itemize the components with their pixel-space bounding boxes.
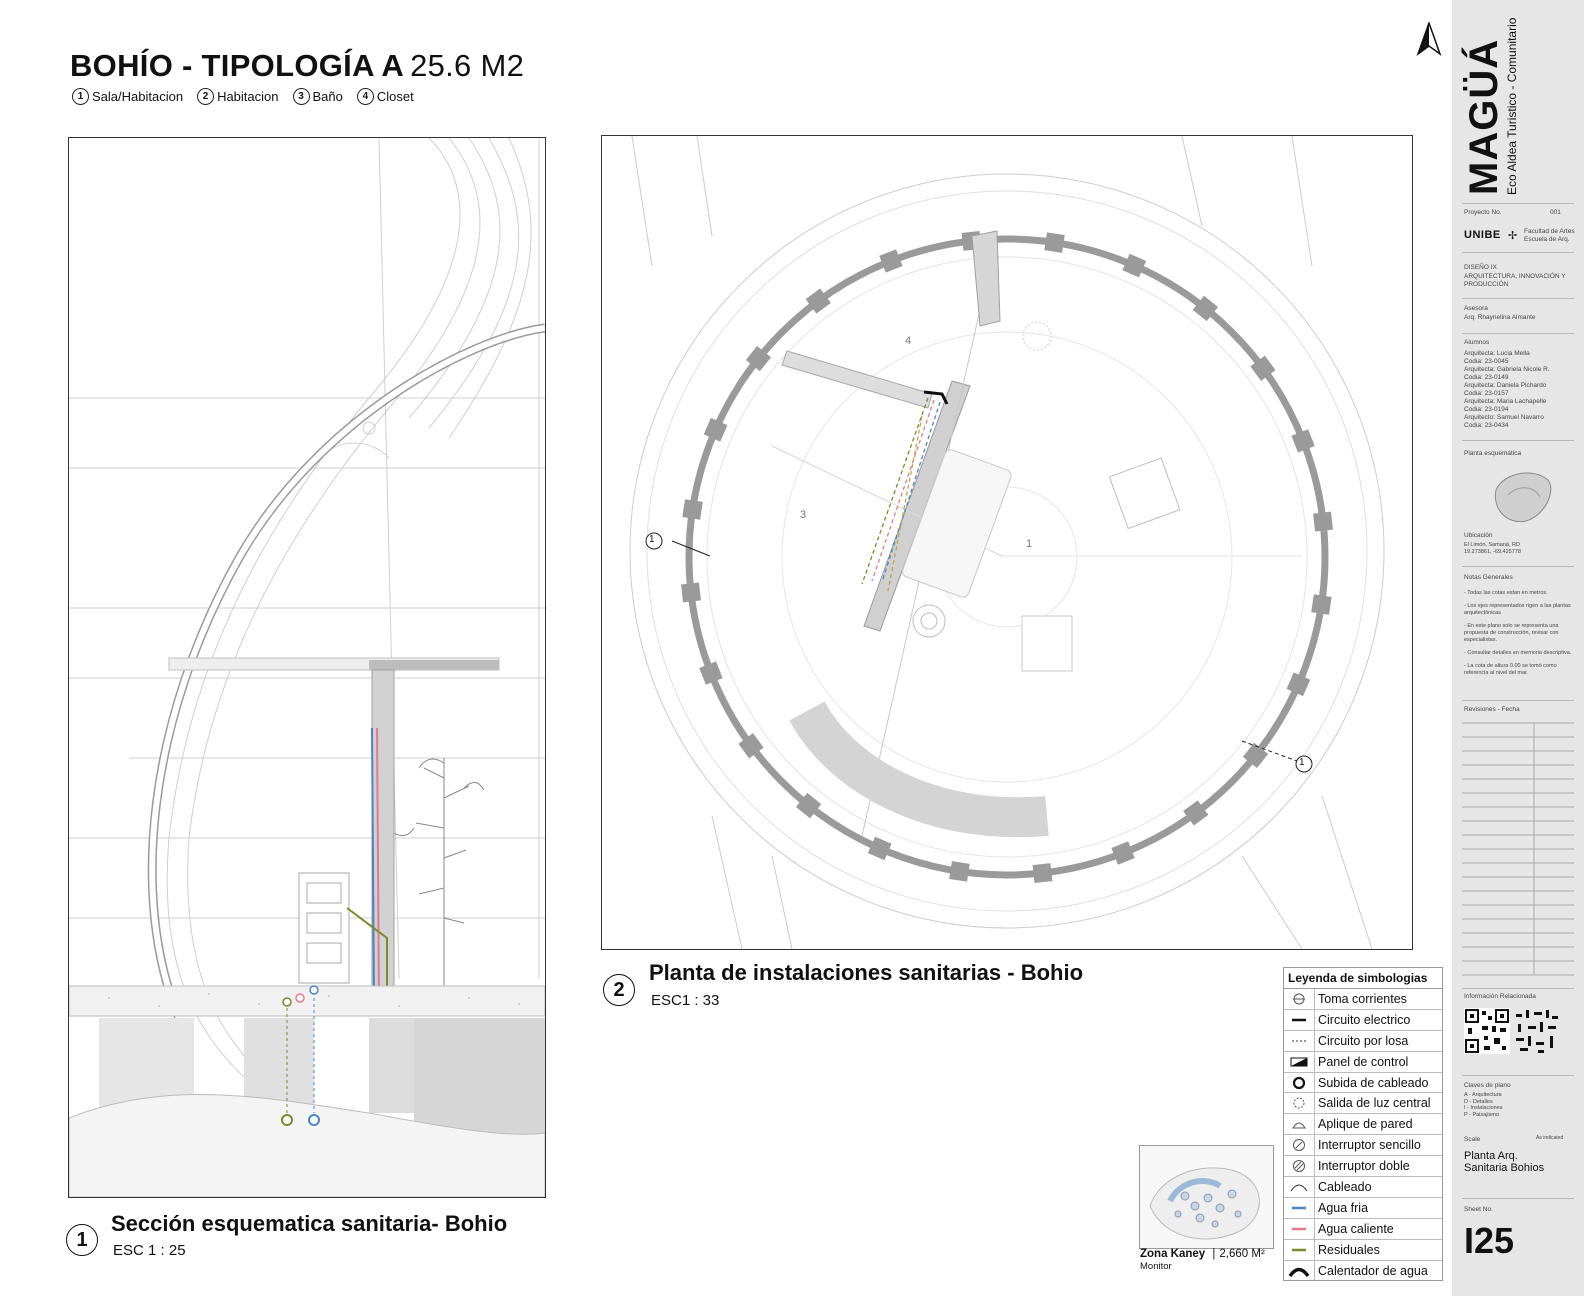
section-marker-label: 1 (649, 534, 655, 545)
student-line: Codia: 23-0194 (1464, 406, 1509, 413)
legend-item (1284, 1177, 1442, 1198)
sheet-number: I25 (1464, 1220, 1515, 1261)
outlet-icon (1284, 989, 1315, 1009)
student-line: Arquitecta: Daniela Pichardo (1464, 382, 1547, 389)
plan-column (949, 861, 969, 881)
section-drawing (69, 138, 545, 1197)
double-switch-icon (1284, 1156, 1315, 1176)
plan-column (704, 418, 728, 442)
north-arrow-icon (1416, 22, 1442, 56)
related-info-label: Información Relacionada (1464, 993, 1536, 1000)
students-list (1464, 350, 1550, 430)
wall-light-icon (1284, 1114, 1315, 1134)
legend-label: Panel de control (1318, 1054, 1409, 1069)
sheet-label: Sheet No. (1464, 1206, 1493, 1213)
legend-item (1284, 1219, 1442, 1240)
plan-column (1291, 429, 1314, 452)
legend-label: Subida de cableado (1318, 1075, 1429, 1090)
room-list (72, 88, 422, 105)
faculty-name: Facultad de Artes Escuela de Arq. (1524, 228, 1575, 243)
legend-item (1284, 1135, 1442, 1156)
key-plan-label: Planta esquemática (1464, 450, 1522, 457)
ceiling-light-icon (1284, 1093, 1315, 1113)
legend-item (1284, 1261, 1442, 1281)
plan-keys-list (1464, 1092, 1503, 1118)
key-plan-thumbnail (1488, 465, 1558, 527)
plan-view-title: Planta de instalaciones sanitarias - Bohio (649, 960, 1084, 985)
section-marker-label: 1 (1299, 757, 1305, 768)
note-item: - Todas las cotas estan en metros. (1464, 590, 1548, 596)
room-item (357, 88, 414, 105)
wiring-riser-icon (1284, 1073, 1315, 1093)
minimap-caption: Zona Kaney | 2,660 M² (1140, 1248, 1265, 1260)
legend-item (1284, 1114, 1442, 1135)
wiring-icon (1284, 1177, 1315, 1197)
slab-circuit-icon (1284, 1031, 1315, 1051)
legend-item (1284, 1093, 1442, 1114)
hot-water-line-icon (1284, 1219, 1315, 1239)
plan-column (699, 661, 722, 684)
plan-keys-label: Claves de plano (1464, 1082, 1511, 1089)
plan-column (1311, 594, 1331, 614)
plan-column (1122, 254, 1146, 278)
electric-circuit-icon (1284, 1010, 1315, 1030)
room-number: 4 (357, 88, 374, 105)
advisor-name: Arq. Rhaynelina Almante (1464, 314, 1536, 321)
legend-label: Aplique de pared (1318, 1117, 1413, 1132)
location-label: Ubicación (1464, 532, 1493, 539)
room-tag-4: 4 (905, 335, 912, 347)
scale-label: Scale (1464, 1136, 1481, 1143)
section-view-title: Sección esquematica sanitaria- Bohio (111, 1211, 508, 1236)
student-line: Arquitecta: Lucia Mella (1464, 350, 1530, 357)
section-view-scale: ESC 1 : 25 (113, 1242, 186, 1259)
plan-key-item: I - Instalaciones (1464, 1105, 1503, 1111)
section-view-number: 1 (66, 1224, 98, 1256)
legend-label: Toma corrientes (1318, 991, 1407, 1006)
room-item (197, 88, 278, 105)
legend-label: Interruptor doble (1318, 1159, 1410, 1174)
student-line: Codia: 23-0149 (1464, 374, 1509, 381)
room-label: Sala/Habitacion (92, 89, 184, 104)
plan-key-item: P - Paisajismo (1464, 1111, 1500, 1118)
legend-label: Agua fria (1318, 1200, 1369, 1215)
legend-title: Leyenda de simbologias (1284, 968, 1442, 989)
project-number: 001 (1550, 209, 1561, 216)
cold-water-line-icon (1284, 1198, 1315, 1218)
revisions-table (1462, 718, 1574, 978)
plan-column (1287, 672, 1311, 696)
revisions-label: Revisiones - Fecha (1464, 706, 1520, 713)
sheet-title (70, 48, 524, 84)
sheet-title-text: BOHÍO - TIPOLOGÍA A (70, 48, 405, 83)
course-name: DISEÑO IX (1464, 264, 1497, 271)
plan-column (1111, 841, 1134, 864)
legend-item (1284, 1073, 1442, 1094)
room-item (293, 88, 343, 105)
room-tag-1: 1 (1026, 538, 1033, 550)
note-item: - La cota de altura 0.00 se tomó como referencia al nivel del mar. (1464, 663, 1557, 676)
legend-label: Salida de luz central (1318, 1096, 1431, 1111)
room-label: Closet (376, 89, 414, 104)
notes-label: Notas Generales (1464, 574, 1513, 581)
plan-key-item: D - Detalles (1464, 1098, 1493, 1105)
brand (1462, 18, 1519, 195)
legend-label: Interruptor sencillo (1318, 1138, 1421, 1153)
plan-drawing (602, 136, 1412, 949)
legend-item (1284, 1031, 1442, 1052)
notes-list (1464, 590, 1574, 677)
plan-column (1313, 512, 1333, 532)
site-minimap (1139, 1145, 1274, 1249)
plan-drawing-frame (601, 135, 1413, 950)
control-panel-icon (1284, 1052, 1315, 1072)
site-minimap-drawing (1140, 1146, 1273, 1248)
student-line: Arquitecto: Samuel Navarro (1464, 414, 1544, 421)
location-line: 19.273861, -69.425778 (1464, 549, 1521, 555)
room-label: Habitacion (217, 89, 279, 104)
legend (1283, 967, 1443, 1281)
legend-label: Agua caliente (1318, 1221, 1394, 1236)
legend-item (1284, 1198, 1442, 1219)
legend-item (1284, 1156, 1442, 1177)
title-block (1452, 0, 1584, 1296)
plan-columns (681, 231, 1333, 883)
sheet-area: 25.6 M2 (410, 48, 525, 83)
student-line: Arquitecta: Gabriela Nicole R. (1464, 366, 1550, 373)
minimap-sub: Monitor (1140, 1261, 1172, 1272)
plan-column (681, 583, 701, 603)
legend-item (1284, 1052, 1442, 1073)
plan-column (879, 249, 902, 272)
scale-value: As indicated (1536, 1135, 1564, 1141)
plan-key-item: A - Arquitectura (1464, 1092, 1502, 1098)
advisor-label: Asesora (1464, 305, 1488, 312)
section-drawing-frame (68, 137, 546, 1198)
legend-item (1284, 1010, 1442, 1031)
room-number: 1 (72, 88, 89, 105)
minimap-zone: Zona Kaney (1140, 1248, 1206, 1260)
project-label: Proyecto No. (1464, 209, 1502, 216)
note-item: - Consultar detalles en memoria descriptiva. (1464, 650, 1572, 656)
student-line: Codia: 23-0045 (1464, 358, 1509, 365)
legend-label: Cableado (1318, 1179, 1372, 1194)
pattern-logo-icon (1514, 1008, 1560, 1054)
plan-column (682, 499, 702, 519)
student-line: Arquitecta: Maria Lachapelle (1464, 398, 1547, 405)
room-number: 3 (293, 88, 310, 105)
minimap-area: 2,660 M² (1219, 1248, 1265, 1260)
water-heater-icon (1284, 1261, 1315, 1281)
room-number: 2 (197, 88, 214, 105)
qr-code-icon (1464, 1008, 1510, 1054)
room-item (72, 88, 183, 105)
location-line: El Limón, Samaná, RD (1464, 542, 1520, 548)
plan-column (1044, 232, 1064, 252)
legend-item (1284, 1240, 1442, 1261)
course-subtitle: ARQUITECTURA, INNOVACIÓN Y PRODUCCIÓN (1464, 273, 1566, 288)
brand-subtitle: Eco Aldea Turistico - Comunitario (1505, 17, 1519, 195)
room-label: Baño (312, 89, 343, 104)
plan-view-scale: ESC1 : 33 (651, 992, 720, 1009)
legend-label: Circuito por losa (1318, 1033, 1409, 1048)
single-switch-icon (1284, 1135, 1315, 1155)
plan-column (1033, 863, 1053, 883)
legend-label: Circuito electrico (1318, 1012, 1411, 1027)
student-line: Codia: 23-0157 (1464, 390, 1509, 397)
university-logo-mark: ✢ (1508, 230, 1518, 242)
university-logo: UNIBE (1464, 229, 1501, 241)
legend-label: Residuales (1318, 1242, 1380, 1257)
room-tag-3: 3 (800, 509, 807, 521)
students-label: Alumnos (1464, 339, 1490, 346)
note-item: - En este plano solo se representa una propuesta de construcción, revisar con especialistas. (1464, 623, 1559, 643)
plan-column (868, 837, 892, 861)
student-line: Codia: 23-0434 (1464, 422, 1509, 429)
plan-view-number: 2 (603, 974, 635, 1006)
waste-line-icon (1284, 1240, 1315, 1260)
legend-item (1284, 989, 1442, 1010)
note-item: - Los ejes representados rigen a las plantas arquitectónicas (1464, 603, 1571, 616)
brand-name: MAGÜÁ (1462, 38, 1506, 195)
legend-label: Calentador de agua (1318, 1263, 1428, 1278)
sheet-title-block: Planta Arq. Sanitaria Bohios (1464, 1150, 1545, 1174)
